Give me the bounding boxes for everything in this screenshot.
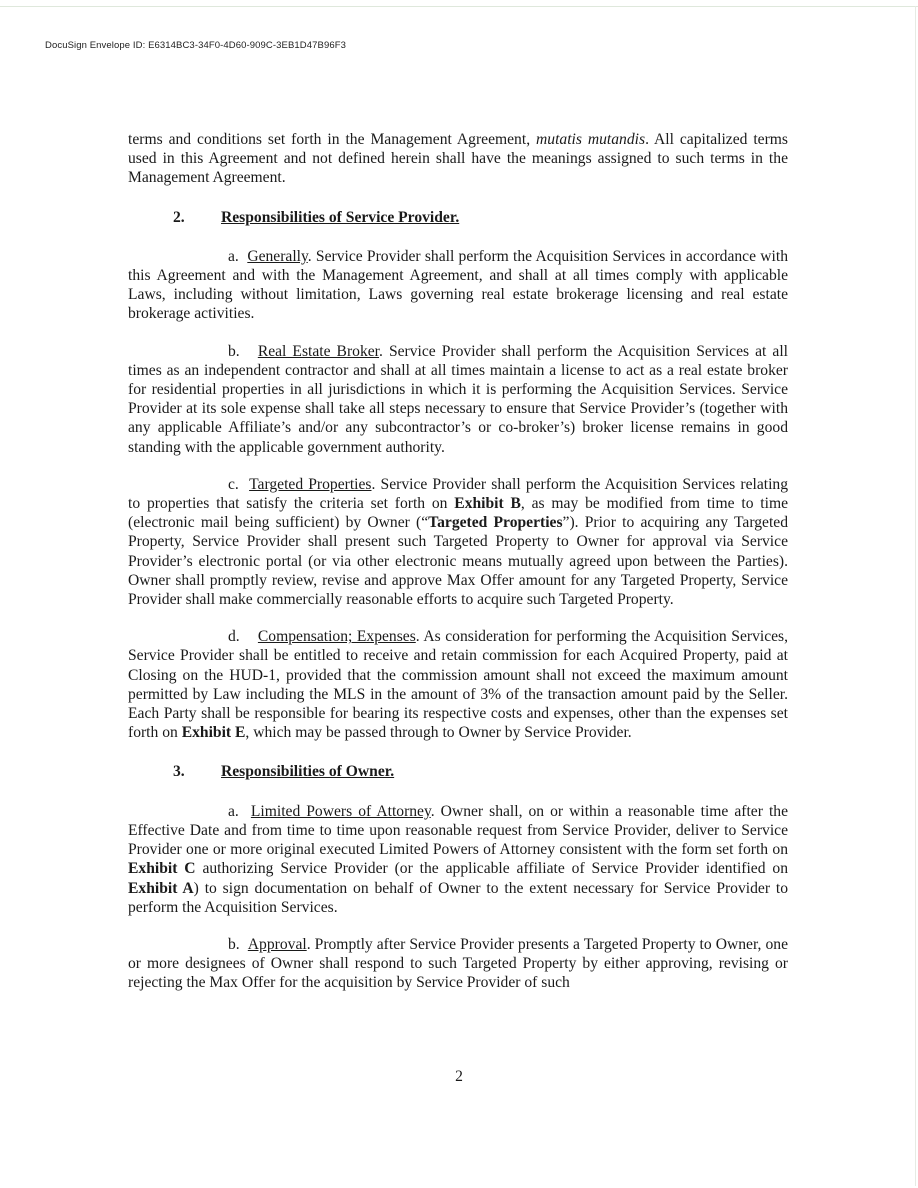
latin-phrase: mutatis mutandis [536, 131, 646, 148]
section-2b-paragraph: b. Real Estate Broker. Service Provider shall perform the Acquisition Services at all times as an independent contractor and shall at all times maintain a license to act as a real estate broker for residential properties in all jurisdictions in which it is performing the Acquisition Services. Service Provider at its sole expense shall take all steps necessary to ensure that Service Provider’s (together with any applicable Affiliate’s and/or any subcontractor’s or co-broker’s) broker license remains in good standing with the applicable government authority. [128, 342, 788, 456]
section-2c-title: Targeted Properties [249, 475, 372, 493]
intro-paragraph: terms and conditions set forth in the Management Agreement, mutatis mutandis. All capitalized terms used in this Agreement and not defined herein shall have the meanings assigned to such terms in the Management Agreement. [128, 131, 788, 187]
section-2d-paragraph: d. Compensation; Expenses. As consideration for performing the Acquisition Services, Service Provider shall be entitled to receive and retain commission for each Acquired Property, paid at Closing on the HUD-1, provided that the commission amount shall not exceed the maximum amount permitted by Law including the MLS in the amount of 3% of the transaction amount paid by the Seller. Each Party shall be responsible for bearing its respective costs and expenses, other than the expenses set forth on Exhibit E, which may be passed through to Owner by Service Provider. [128, 628, 789, 742]
section-2-heading: 2. Responsibilities of Service Provider. [173, 208, 460, 226]
page-number: 2 [455, 1068, 463, 1085]
section-2a-title: Generally [247, 247, 308, 265]
section-3-heading: 3. Responsibilities of Owner. [173, 763, 395, 781]
document-body [128, 130, 788, 993]
section-3a-title: Limited Powers of Attorney [250, 802, 431, 820]
section-2a-paragraph: a. Generally. Service Provider shall perform the Acquisition Services in accordance with this Agreement and with the Management Agreement, and shall at all times comply with applicable Laws, including without limitation, Laws governing real estate brokerage licensing and real estate brokerage activities. [128, 247, 788, 323]
section-2c-paragraph: c. Targeted Properties. Service Provider shall perform the Acquisition Services relating to properties that satisfy the criteria set forth on Exhibit B, as may be modified from time to time (electronic mail being sufficient) by Owner (“Targeted Properties”). Prior to acquiring any Targeted Property, Service Provider shall present such Targeted Property to Owner for approval via Service Provider’s electronic portal (or via other electronic means mutually agreed upon between the Parties). Owner shall promptly review, revise and approve Max Offer amount for any Targeted Property, Service Provider shall make commercially reasonable efforts to acquire such Targeted Property. [128, 475, 789, 609]
section-3b-paragraph: b. Approval. Promptly after Service Provider presents a Targeted Property to Owner, one or more designees of Owner shall respond to such Targeted Property by either approving, revising or rejecting the Max Offer for the acquisition by Service Provider of such [128, 935, 788, 992]
section-2d-title: Compensation; Expenses [257, 628, 416, 646]
right-edge-line [915, 6, 916, 1186]
section-2b-title: Real Estate Broker [257, 342, 380, 360]
section-3a-paragraph: a. Limited Powers of Attorney. Owner shall, on or within a reasonable time after the Effective Date and from time to time upon reasonable request from Service Provider, deliver to Service Provider one or more original executed Limited Powers of Attorney consistent with the form set forth on Exhibit C authorizing Service Provider (or the applicable affiliate of Service Provider identified on Exhibit A) to sign documentation on behalf of Owner to the extent necessary for Service Provider to perform the Acquisition Services. [128, 802, 789, 916]
docusign-envelope-id: DocuSign Envelope ID: E6314BC3-34F0-4D60-909C-3EB1D47B96F3 [45, 40, 346, 51]
top-edge-line [0, 6, 918, 7]
section-3b-title: Approval [247, 935, 307, 953]
